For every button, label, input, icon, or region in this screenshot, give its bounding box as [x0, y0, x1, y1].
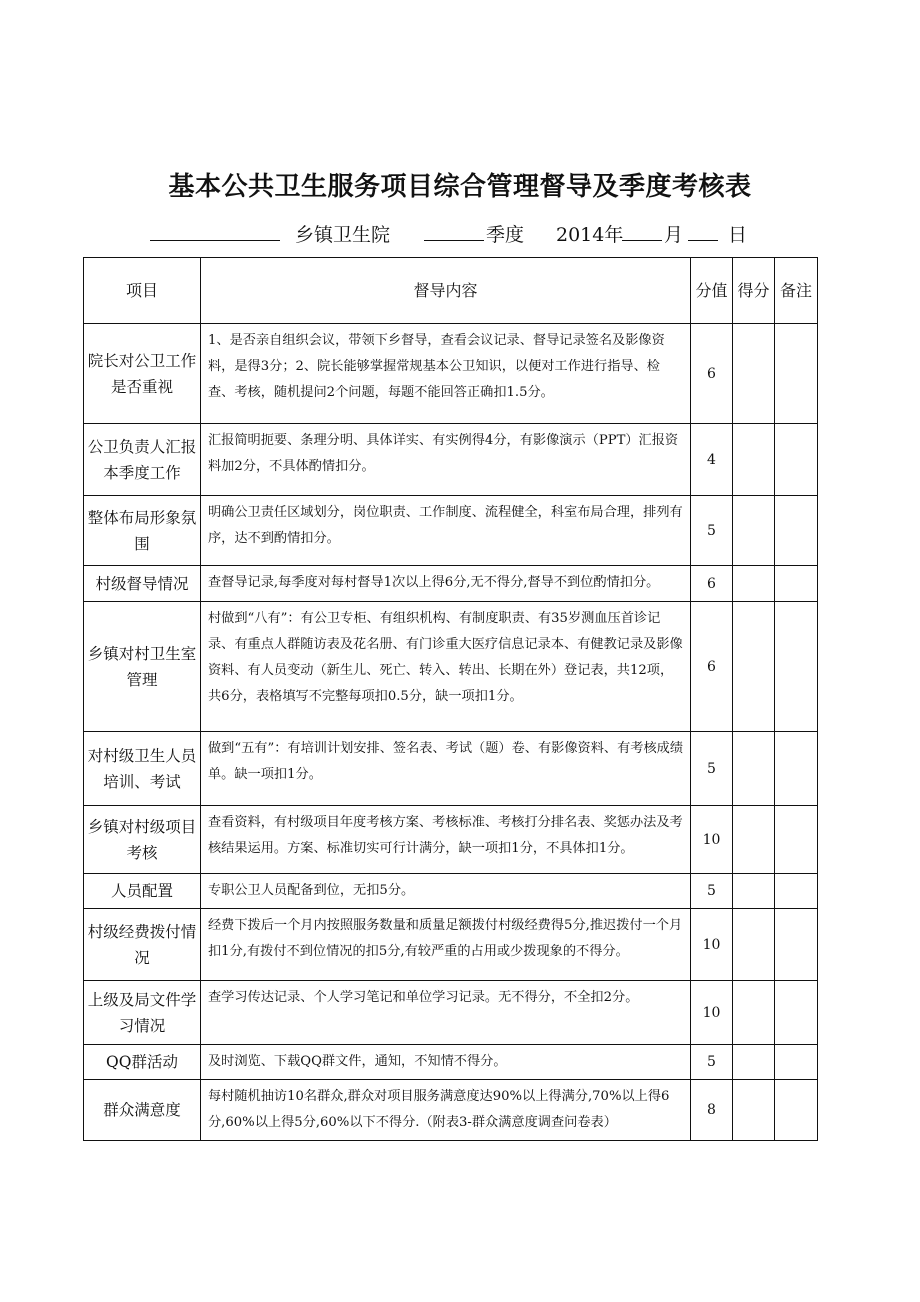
row-note-field[interactable]: [775, 324, 818, 424]
row-score: 6: [691, 602, 733, 732]
row-score: 5: [691, 732, 733, 806]
row-got-field[interactable]: [733, 1045, 775, 1080]
row-got-field[interactable]: [733, 806, 775, 874]
row-got-field[interactable]: [733, 874, 775, 909]
row-score: 6: [691, 566, 733, 602]
row-item: 上级及局文件学习情况: [84, 981, 201, 1045]
row-note-field[interactable]: [775, 1080, 818, 1141]
row-item: 乡镇对村级项目考核: [84, 806, 201, 874]
header-item: 项目: [84, 258, 201, 324]
table-row: [84, 874, 818, 909]
row-item: 公卫负责人汇报本季度工作: [84, 424, 201, 496]
row-note-field[interactable]: [775, 909, 818, 981]
row-score: 6: [691, 324, 733, 424]
row-item: 村级经费拨付情况: [84, 909, 201, 981]
row-got-field[interactable]: [733, 324, 775, 424]
row-content: 及时浏览、下载QQ群文件，通知，不知情不得分。: [201, 1045, 691, 1080]
table-header-row: [84, 258, 818, 324]
table-row: [84, 324, 818, 424]
row-score: 5: [691, 874, 733, 909]
row-content: 经费下拨后一个月内按照服务数量和质量足额拨付村级经费得5分,推迟拨付一个月扣1分,有拨付不到位情况的扣5分,有较严重的占用或少拨现象的不得分。: [201, 909, 691, 981]
row-content: 1、是否亲自组织会议，带领下乡督导，查看会议记录、督导记录签名及影像资料，是得3分；2、院长能够掌握常规基本公卫知识，以便对工作进行指导、检查、考核，随机提问2个问题，每题不能回答正确扣1.5分。: [201, 324, 691, 424]
form-title: 基本公共卫生服务项目综合管理督导及季度考核表: [168, 172, 752, 202]
assessment-table: [83, 257, 818, 1141]
row-score: 10: [691, 981, 733, 1045]
row-score: 8: [691, 1080, 733, 1141]
row-content: 专职公卫人员配备到位，无扣5分。: [201, 874, 691, 909]
year-label: 2014年: [556, 224, 624, 246]
row-content: 每村随机抽访10名群众,群众对项目服务满意度达90%以上得满分,70%以上得6分,60%以上得5分,60%以下不得分.（附表3-群众满意度调查问卷表）: [201, 1080, 691, 1141]
row-score: 5: [691, 1045, 733, 1080]
row-note-field[interactable]: [775, 1045, 818, 1080]
row-got-field[interactable]: [733, 566, 775, 602]
row-got-field[interactable]: [733, 981, 775, 1045]
row-item: 人员配置: [84, 874, 201, 909]
row-score: 10: [691, 909, 733, 981]
table-row: [84, 566, 818, 602]
row-content: 明确公卫责任区域划分，岗位职责、工作制度、流程健全，科室布局合理，排列有序，达不到酌情扣分。: [201, 496, 691, 566]
row-item: 乡镇对村卫生室管理: [84, 602, 201, 732]
row-content: 查督导记录,每季度对每村督导1次以上得6分,无不得分,督导不到位酌情扣分。: [201, 566, 691, 602]
hospital-suffix: 乡镇卫生院: [295, 224, 391, 246]
row-item: 整体布局形象氛围: [84, 496, 201, 566]
table-row: [84, 981, 818, 1045]
month-suffix: 月: [664, 224, 684, 246]
row-got-field[interactable]: [733, 732, 775, 806]
table-row: [84, 496, 818, 566]
row-score: 5: [691, 496, 733, 566]
header-note: 备注: [775, 258, 818, 324]
table-row: [84, 1045, 818, 1080]
row-item: 对村级卫生人员培训、考试: [84, 732, 201, 806]
header-score: 分值: [691, 258, 733, 324]
row-item: QQ群活动: [84, 1045, 201, 1080]
row-note-field[interactable]: [775, 732, 818, 806]
header-got: 得分: [733, 258, 775, 324]
row-note-field[interactable]: [775, 874, 818, 909]
row-got-field[interactable]: [733, 424, 775, 496]
row-item: 院长对公卫工作是否重视: [84, 324, 201, 424]
row-content: 查看资料，有村级项目年度考核方案、考核标准、考核打分排名表、奖惩办法及考核结果运用。方案、标准切实可行计满分，缺一项扣1分，不具体扣1分。: [201, 806, 691, 874]
row-score: 4: [691, 424, 733, 496]
row-got-field[interactable]: [733, 602, 775, 732]
row-note-field[interactable]: [775, 496, 818, 566]
table-row: [84, 909, 818, 981]
row-got-field[interactable]: [733, 496, 775, 566]
row-got-field[interactable]: [733, 909, 775, 981]
form-subheader: [0, 220, 920, 250]
table-row: [84, 602, 818, 732]
quarter-suffix: 季度: [486, 224, 525, 246]
row-note-field[interactable]: [775, 424, 818, 496]
table-row: [84, 1080, 818, 1141]
table-row: [84, 424, 818, 496]
row-note-field[interactable]: [775, 806, 818, 874]
row-content: 做到“五有”：有培训计划安排、签名表、考试（题）卷、有影像资料、有考核成绩单。缺一项扣1分。: [201, 732, 691, 806]
row-got-field[interactable]: [733, 1080, 775, 1141]
row-content: 查学习传达记录、个人学习笔记和单位学习记录。无不得分，不全扣2分。: [201, 981, 691, 1045]
header-content: 督导内容: [201, 258, 691, 324]
row-note-field[interactable]: [775, 602, 818, 732]
table-row: [84, 806, 818, 874]
row-content: 汇报简明扼要、条理分明、具体详实、有实例得4分，有影像演示（PPT）汇报资料加2分，不具体酌情扣分。: [201, 424, 691, 496]
table-row: [84, 732, 818, 806]
row-note-field[interactable]: [775, 566, 818, 602]
row-content: 村做到“八有”：有公卫专柜、有组织机构、有制度职责、有35岁测血压首诊记录、有重点人群随访表及花名册、有门诊重大医疗信息记录本、有健教记录及影像资料、有人员变动（新生儿、死亡、转入、转出、长期在外）登记表，共12项，共6分，表格填写不完整每项扣0.5分，缺一项扣1分。: [201, 602, 691, 732]
day-suffix: 日: [728, 224, 748, 246]
row-note-field[interactable]: [775, 981, 818, 1045]
row-item: 群众满意度: [84, 1080, 201, 1141]
row-score: 10: [691, 806, 733, 874]
row-item: 村级督导情况: [84, 566, 201, 602]
